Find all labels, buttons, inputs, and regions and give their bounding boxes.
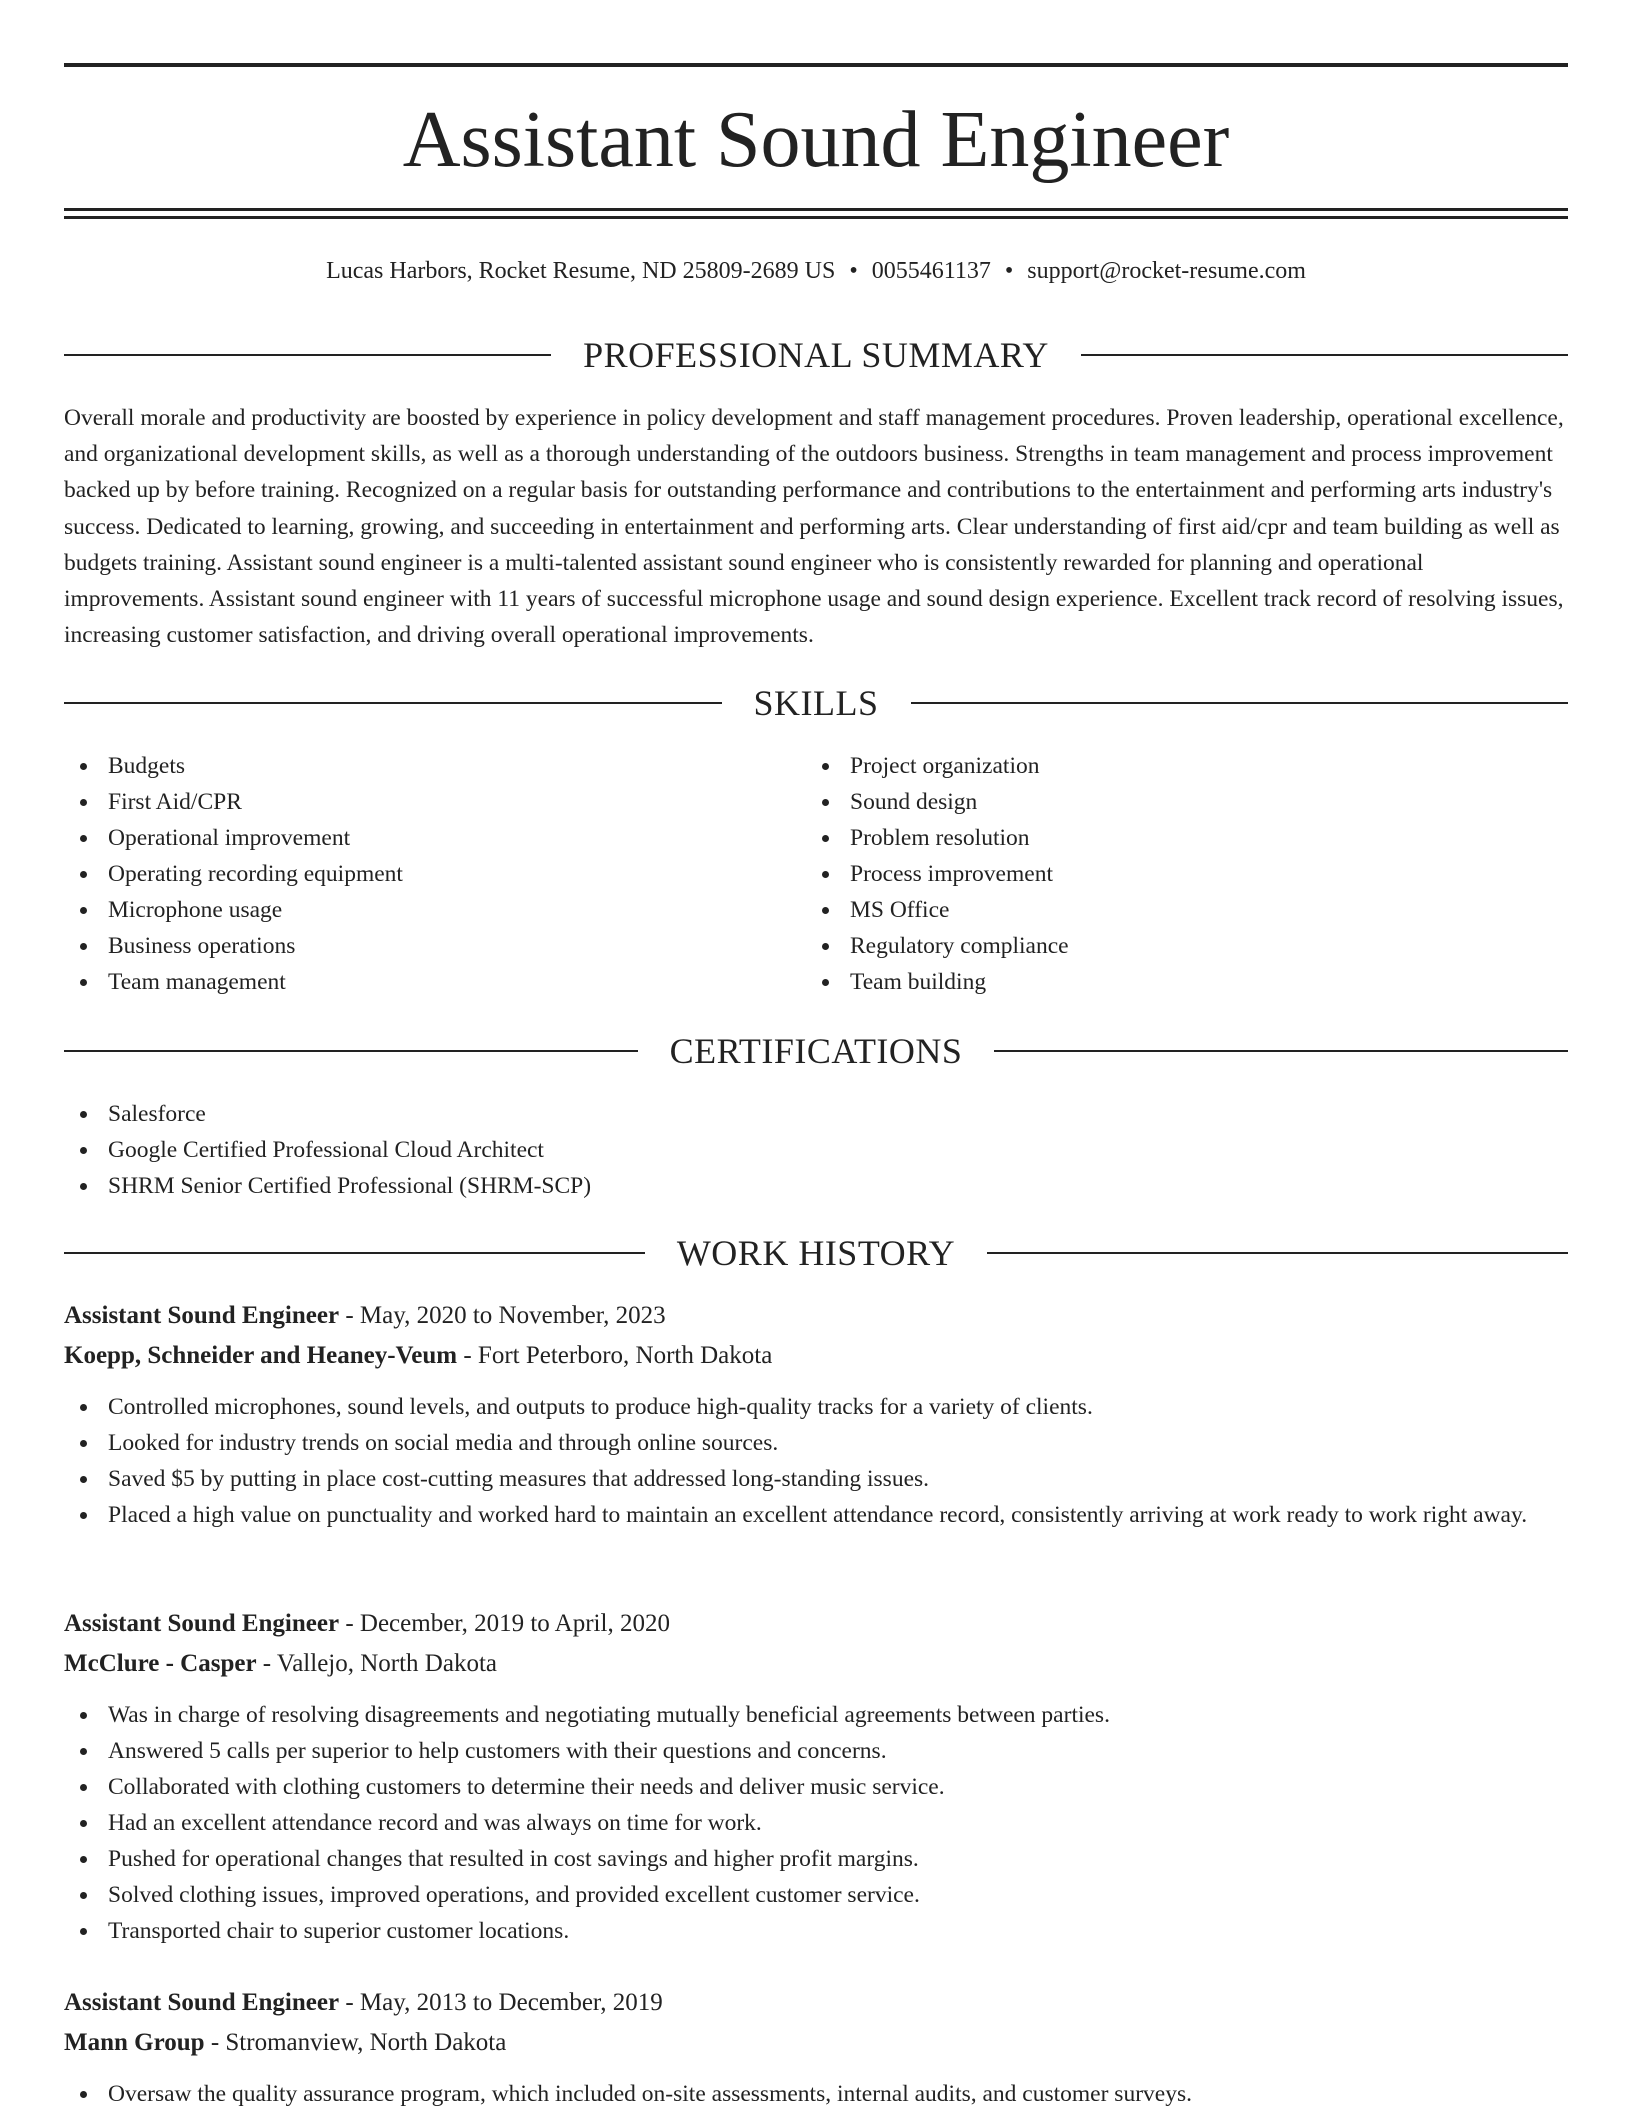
heading-rule-left (64, 1252, 645, 1254)
skill-item: Operational improvement (64, 820, 794, 856)
heading-rule-left (64, 1050, 638, 1052)
job-duties (64, 1389, 1568, 1533)
certification-item: Google Certified Professional Cloud Architect (64, 1132, 1568, 1168)
job-title-line (64, 1299, 1568, 1333)
summary-text: Overall morale and productivity are boosted by experience in policy development and staff management procedures. Proven leadership, operational excellence, and organizational development skills, as well as a thorough understanding of the outdoors business. Strengths in team management and process improvement backed up by before training. Recognized on a regular basis for outstanding performance and contributions to the entertainment and performing arts industry's success. Dedicated to learning, growing, and succeeding in entertainment and performing arts. Clear understanding of first aid/cpr and team building as well as budgets training. Assistant sound engineer is a multi-talented assistant sound engineer who is consistently rewarded for planning and operational improvements. Assistant sound engineer with 11 years of successful microphone usage and sound design experience. Excellent track record of resolving issues, increasing customer satisfaction, and driving overall operational improvements. (64, 405, 1564, 649)
skill-item: Microphone usage (64, 892, 794, 928)
job-duty-item: Looked for industry trends on social media and through online sources. (64, 1425, 1568, 1461)
skill-item: Process improvement (806, 856, 1536, 892)
skill-item: First Aid/CPR (64, 784, 794, 820)
certifications-heading (64, 1031, 1568, 1071)
job-duty-item: Controlled microphones, sound levels, and outputs to produce high-quality tracks for a variety of clients. (64, 1389, 1568, 1425)
certifications-list (64, 1096, 1568, 1204)
job-entry (64, 1607, 1568, 1949)
skill-item: MS Office (806, 892, 1536, 928)
contact-phone: 0055461137 (871, 258, 991, 284)
skills-list-left (64, 748, 794, 1000)
skill-item: Sound design (806, 784, 1536, 820)
job-dates: - May, 2013 to December, 2019 (339, 1989, 663, 2016)
heading-rule-left (64, 354, 551, 356)
top-rule (64, 63, 1568, 67)
resume-title: Assistant Sound Engineer (402, 96, 1230, 184)
skill-item: Operating recording equipment (64, 856, 794, 892)
job-entry (64, 1299, 1568, 1533)
contact-address: Lucas Harbors, Rocket Resume, ND 25809-2689 US (326, 258, 836, 284)
job-duties (64, 2076, 1568, 2112)
job-company: McClure - Casper (64, 1650, 257, 1677)
job-company: Koepp, Schneider and Heaney-Veum (64, 1342, 458, 1369)
skill-item: Team building (806, 964, 1536, 1000)
job-location: - Fort Peterboro, North Dakota (457, 1342, 773, 1369)
job-duty-item: Had an excellent attendance record and was always on time for work. (64, 1805, 1568, 1841)
skill-item: Regulatory compliance (806, 928, 1536, 964)
skill-item: Project organization (806, 748, 1536, 784)
job-location: - Vallejo, North Dakota (256, 1650, 498, 1677)
skills-heading (64, 683, 1568, 723)
skills-list-right (806, 748, 1536, 1000)
job-title-line (64, 1607, 1568, 1641)
job-duty-item: Placed a high value on punctuality and worked hard to maintain an excellent attendance record, consistently arriving at work ready to work right away. (64, 1497, 1568, 1533)
heading-rule-right (1081, 354, 1568, 356)
job-duty-item: Solved clothing issues, improved operations, and provided excellent customer service. (64, 1877, 1568, 1913)
title-rule-upper (64, 208, 1568, 211)
contact-separator: • (1004, 258, 1014, 284)
job-location: - Stromanview, North Dakota (204, 2029, 507, 2056)
skills-title: SKILLS (753, 683, 879, 723)
title-rule-lower (64, 216, 1568, 219)
heading-rule-right (987, 1252, 1568, 1254)
job-company: Mann Group (64, 2029, 205, 2056)
summary-title: PROFESSIONAL SUMMARY (583, 335, 1049, 375)
work-history-title: WORK HISTORY (676, 1233, 956, 1273)
job-duty-item: Collaborated with clothing customers to determine their needs and deliver music service. (64, 1769, 1568, 1805)
contact-email: support@rocket-resume.com (1027, 258, 1306, 284)
heading-rule-left (64, 702, 722, 704)
skill-item: Budgets (64, 748, 794, 784)
job-duty-item: Pushed for operational changes that resulted in cost savings and higher profit margins. (64, 1841, 1568, 1877)
job-company-line (64, 1339, 1568, 1373)
job-duty-item: Was in charge of resolving disagreements and negotiating mutually beneficial agreements between parties. (64, 1697, 1568, 1733)
skill-item: Team management (64, 964, 794, 1000)
job-duty-item: Saved $5 by putting in place cost-cutting measures that addressed long-standing issues. (64, 1461, 1568, 1497)
job-dates: - May, 2020 to November, 2023 (339, 1302, 666, 1329)
heading-rule-right (911, 702, 1569, 704)
job-dates: - December, 2019 to April, 2020 (339, 1610, 670, 1637)
job-title: Assistant Sound Engineer (64, 1989, 340, 2016)
job-title-line (64, 1986, 1568, 2020)
job-duties (64, 1697, 1568, 1949)
work-history-heading (64, 1233, 1568, 1273)
job-duty-item: Transported chair to superior customer locations. (64, 1913, 1568, 1949)
certification-item: Salesforce (64, 1096, 1568, 1132)
job-title: Assistant Sound Engineer (64, 1610, 340, 1637)
heading-rule-right (994, 1050, 1568, 1052)
contact-separator: • (849, 258, 858, 284)
certifications-title: CERTIFICATIONS (669, 1031, 963, 1071)
job-company-line (64, 1647, 1568, 1681)
skill-item: Problem resolution (806, 820, 1536, 856)
skill-item: Business operations (64, 928, 794, 964)
summary-heading (64, 335, 1568, 375)
job-title: Assistant Sound Engineer (64, 1302, 340, 1329)
contact-line (64, 254, 1568, 288)
certification-item: SHRM Senior Certified Professional (SHRM-SCP) (64, 1168, 1568, 1204)
job-duty-item: Oversaw the quality assurance program, which included on-site assessments, internal audits, and customer surveys. (64, 2076, 1568, 2112)
job-company-line (64, 2026, 1568, 2060)
job-entry (64, 1986, 1568, 2112)
job-duty-item: Answered 5 calls per superior to help customers with their questions and concerns. (64, 1733, 1568, 1769)
